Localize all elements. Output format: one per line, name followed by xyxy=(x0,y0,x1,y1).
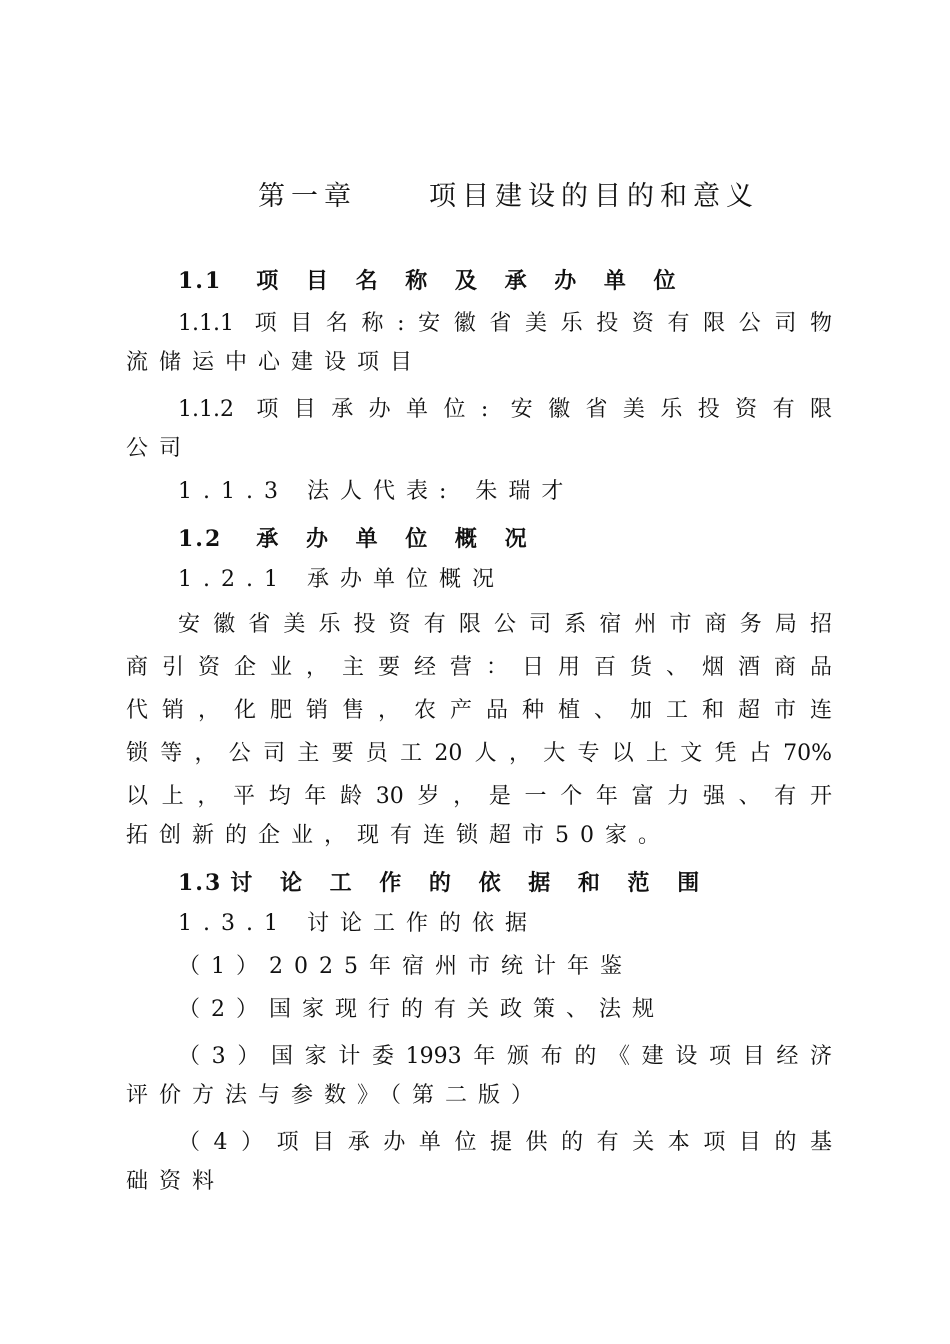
text-line: 安徽省美乐投资有限公司系宿州市商务局招 xyxy=(178,612,832,637)
chapter-title xyxy=(258,174,759,213)
list-item: （2）国家现行的有关政策、法规 xyxy=(178,997,665,1022)
text-line: 1.1.2 项目承办单位: 安徽省美乐投资有限 xyxy=(178,397,832,422)
list-item: （4）项目承办单位提供的有关本项目的基 xyxy=(178,1130,832,1155)
paragraph-project-unit xyxy=(126,388,832,431)
section-number: 1.2 xyxy=(178,526,223,552)
list-item-continuation: 础资料 xyxy=(126,1169,226,1194)
text-line-legal-rep: 1.1.3 法人代表: 朱瑞才 xyxy=(178,479,575,504)
subsection-heading-1-3-1: 1.3.1 讨论工作的依据 xyxy=(178,911,538,936)
section-number: 1.1 xyxy=(178,268,223,294)
text-line: 公司 xyxy=(126,436,193,461)
chapter-number: 第一章 xyxy=(258,181,357,212)
text-line: 1.1.1 项目名称:安徽省美乐投资有限公司物 xyxy=(178,311,832,336)
text-line: 拓创新的企业，现有连锁超市50家。 xyxy=(126,823,671,848)
section-title: 讨 论 工 作 的 依 据 和 范 围 xyxy=(230,870,710,896)
section-title: 承 办 单 位 概 况 xyxy=(256,526,537,552)
text-line: 锁等，公司主要员工20人，大专以上文凭占70% xyxy=(126,741,832,766)
text-line: 商引资企业，主要经营：日用百货、烟酒商品 xyxy=(126,655,832,680)
section-heading-1-3 xyxy=(178,866,709,897)
chapter-heading: 项目建设的目的和意义 xyxy=(429,181,759,212)
text-line: 流储运中心建设项目 xyxy=(126,350,424,375)
text-line: 以上，平均年龄30岁，是一个年富力强、有开 xyxy=(126,784,832,809)
list-item: （3）国家计委1993年颁布的《建设项目经济 xyxy=(178,1044,832,1069)
text-line: 代销，化肥销售，农产品种植、加工和超市连 xyxy=(126,698,832,723)
list-item-continuation: 评价方法与参数》（第二版） xyxy=(126,1083,545,1108)
section-heading-1-2 xyxy=(178,522,537,553)
list-item: （1）2025年宿州市统计年鉴 xyxy=(178,954,633,979)
section-number: 1.3 xyxy=(178,870,223,896)
paragraph-project-name xyxy=(126,302,832,345)
section-heading-1-1 xyxy=(178,264,686,295)
subsection-heading-1-2-1: 1.2.1 承办单位概况 xyxy=(178,567,505,592)
section-title: 项 目 名 称 及 承 办 单 位 xyxy=(256,268,686,294)
